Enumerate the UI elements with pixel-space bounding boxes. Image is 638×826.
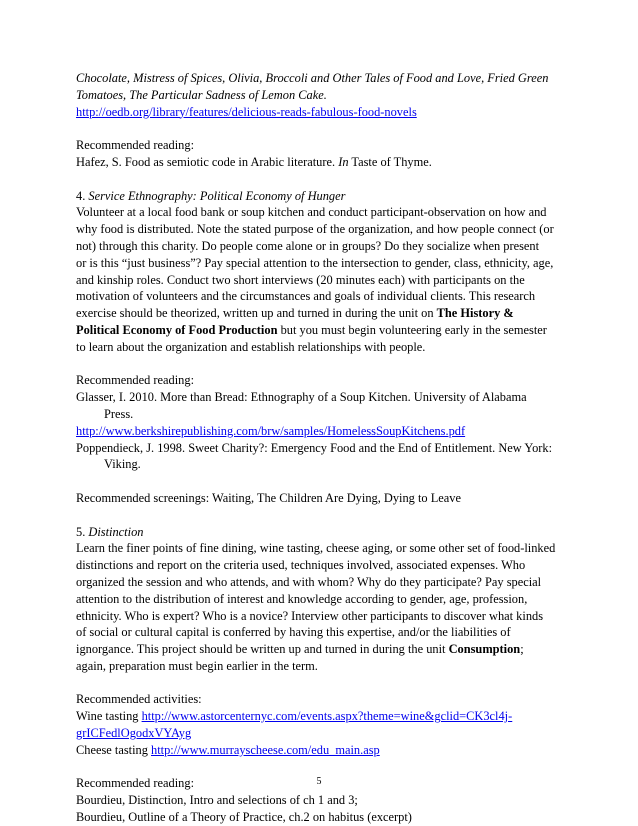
unit-history-bold: The History & <box>436 306 514 321</box>
s4-body-line: motivation of volunteers and the circumstances and goals of individual clients. This research <box>76 289 536 304</box>
astor-center-link-cont[interactable]: grICFedlOgodxVYAyg <box>76 726 192 741</box>
s5-body-line: distinctions and report on the criteria used, techniques involved, associated expenses. Who <box>76 558 526 573</box>
s5-ref-bourdieu-outline: Bourdieu, Outline of a Theory of Practice, ch.2 on habitus (excerpt) <box>76 810 412 825</box>
s4-recommended-screenings: Recommended screenings: Waiting, The Children Are Dying, Dying to Leave <box>76 490 461 505</box>
s5-recommended-activities-heading: Recommended activities: <box>76 692 202 707</box>
novel-titles-line-2: Tomatoes, The Particular Sadness of Lemon Cake. <box>76 87 327 102</box>
unit-political-economy-bold: Political Economy of Food Production <box>76 322 278 337</box>
s4-body-line: why food is distributed. Note the stated purpose of the organization, and how people connect (or <box>76 222 554 237</box>
novel-titles-line-1: Chocolate, Mistress of Spices, Olivia, Broccoli and Other Tales of Food and Love, Fried Green <box>76 71 549 85</box>
s4-heading: 4. Service Ethnography: Political Economy of Hunger <box>76 188 346 203</box>
s5-title: Distinction <box>88 524 144 539</box>
s4-body-line: to learn about the organization and establish relationships with people. <box>76 339 426 354</box>
unit-consumption-bold: Consumption <box>448 642 521 657</box>
s5-body-line: ignorgance. This project should be written up and turned in during the unit Consumption; <box>76 642 524 657</box>
s4-ref-poppendieck-cont: Viking. <box>104 457 141 472</box>
s4-body-line: Volunteer at a local food bank or soup kitchen and conduct participant-observation on how and <box>76 205 547 220</box>
page-number: 5 <box>316 776 322 787</box>
s5-ref-bourdieu-distinction: Bourdieu, Distinction, Intro and selections of ch 1 and 3; <box>76 793 358 808</box>
s5-cheese-tasting: Cheese tasting http://www.murrayscheese.com/edu_main.asp <box>76 742 380 757</box>
murrays-cheese-link[interactable]: http://www.murrayscheese.com/edu_main.asp <box>151 742 380 757</box>
s4-body-line: or is this “just business”? Pay special attention to the intersection to gender, class, ethnicity, age, <box>76 255 554 270</box>
s4-ref-glasser-cont: Press. <box>104 406 134 421</box>
s5-body-line: organized the session and who attends, and with whom? Why do they participate? Pay special <box>76 574 542 589</box>
astor-center-link[interactable]: http://www.astorcenternyc.com/events.aspx?theme=wine&gclid=CK3cl4j- <box>141 709 513 724</box>
s4-title: Service Ethnography: Political Economy of Hunger <box>88 188 346 203</box>
s5-body-line: attention to the distribution of interest and knowledge according to gender, age, profession, <box>76 591 528 606</box>
s5-heading: 5. Distinction <box>76 524 144 539</box>
s3-reading-hafez: Hafez, S. Food as semiotic code in Arabic literature. In Taste of Thyme. <box>76 154 432 169</box>
s4-body-line: and kinship roles. Conduct two short interviews (20 minutes each) with participants on the <box>76 272 525 287</box>
s4-ref-glasser: Glasser, I. 2010. More than Bread: Ethnography of a Soup Kitchen. University of Alabama <box>76 390 527 405</box>
s5-body-line: of social or cultural capital is conferred by having this expertise, and/or the liabilities of <box>76 625 511 640</box>
s3-recommended-reading-heading: Recommended reading: <box>76 138 195 153</box>
oedb-link[interactable]: http://oedb.org/library/features/delicious-reads-fabulous-food-novels <box>76 104 417 119</box>
s5-body-line: again, preparation must begin earlier in the term. <box>76 658 318 673</box>
s4-body-line: not) through this charity. Do people come alone or in groups? Do they socialize when present <box>76 238 540 253</box>
s4-recommended-reading-heading: Recommended reading: <box>76 373 195 388</box>
s4-ref-poppendieck: Poppendieck, J. 1998. Sweet Charity?: Emergency Food and the End of Entitlement. New York: <box>76 440 553 455</box>
s4-body-line: exercise should be theorized, written up and turned in during the unit on The History & <box>76 306 514 321</box>
s5-wine-tasting: Wine tasting http://www.astorcenternyc.com/events.aspx?theme=wine&gclid=CK3cl4j- <box>76 709 513 724</box>
s5-body-line: ethnicity. Who is expert? Who is a novice? Interview other participants to discover what kinds <box>76 608 544 623</box>
page-content <box>76 70 564 826</box>
s5-body-line: Learn the finer points of fine dining, wine tasting, cheese aging, or some other set of food-linked <box>76 541 556 556</box>
berkshire-link[interactable]: http://www.berkshirepublishing.com/brw/samples/HomelessSoupKitchens.pdf <box>76 423 466 438</box>
s5-recommended-reading-heading: Recommended reading: <box>76 776 195 791</box>
s4-body-line: Political Economy of Food Production but you must begin volunteering early in the semester <box>76 322 547 337</box>
